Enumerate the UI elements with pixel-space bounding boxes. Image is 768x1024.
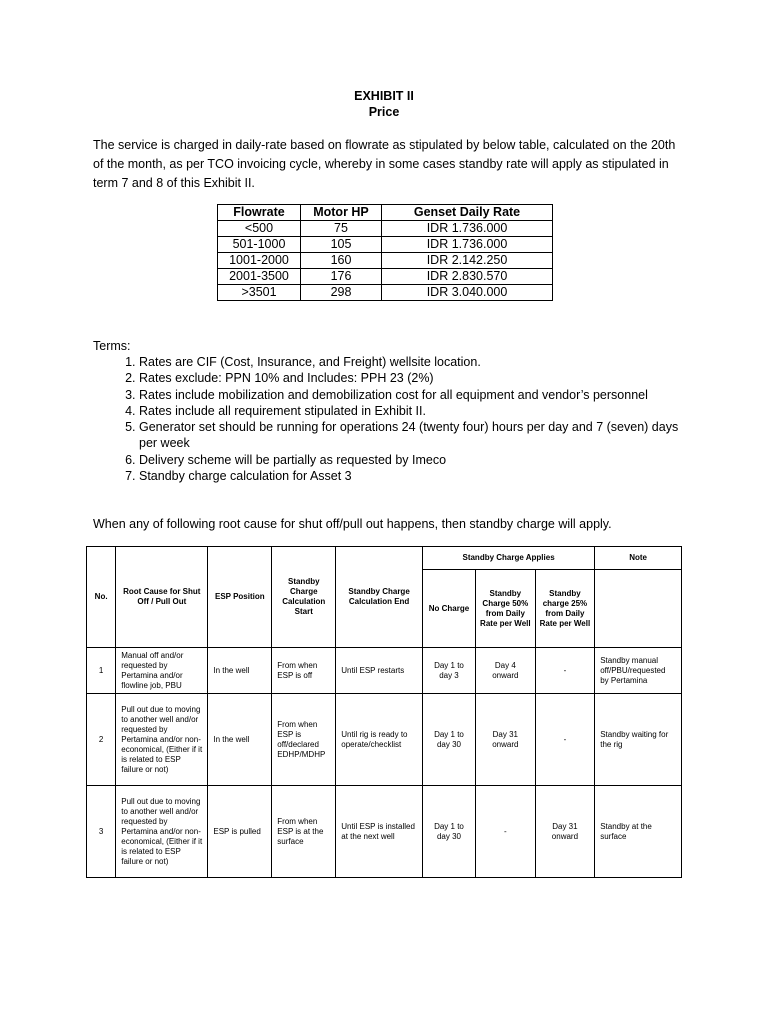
intro-paragraph: The service is charged in daily-rate based on flowrate as stipulated by below table, calculated on the 20th of the month, as per TCO invoicing cycle, whereby in some cases standby rate will apply as stipulated in term 7 and 8 of this Exhibit II. [93,138,676,190]
row-number: 3 [87,786,116,878]
term-item: 6. Delivery scheme will be partially as requested by Imeco [139,452,683,468]
calc-start-cell: From when ESP is off [272,648,336,694]
term-item: 4. Rates include all requirement stipulated in Exhibit II. [139,403,683,419]
term-item: 3. Rates include mobilization and demobilization cost for all equipment and vendor’s personnel [139,387,683,403]
standby-header-calc-start: Standby Charge Calculation Start [272,547,336,648]
standby-header-no-charge: No Charge [422,570,475,648]
table-row [218,237,553,253]
standby-table [86,546,682,878]
motor-hp-cell: 105 [301,237,382,253]
table-row [87,648,682,694]
rate-table [217,204,553,301]
motor-hp-cell: 160 [301,253,382,269]
exhibit-subheading: Price [368,105,400,119]
charge-25-cell: Day 31 onward [535,786,595,878]
row-number: 1 [87,648,116,694]
calc-start-cell: From when ESP is at the surface [272,786,336,878]
rate-header-motor-hp: Motor HP [301,205,382,221]
rate-table-header-row [218,205,553,221]
table-row [218,285,553,301]
esp-position-cell: ESP is pulled [208,786,272,878]
flowrate-cell: 1001-2000 [218,253,301,269]
standby-header-no: No. [87,547,116,648]
standby-header-charge-50: Standby Charge 50% from Daily Rate per Well [476,570,536,648]
flowrate-cell: 2001-3500 [218,269,301,285]
term-item: 7. Standby charge calculation for Asset 3 [139,468,683,484]
daily-rate-cell: IDR 1.736.000 [382,221,553,237]
calc-start-cell: From when ESP is off/declared EDHP/MDHP [272,694,336,786]
daily-rate-cell: IDR 2.142.250 [382,253,553,269]
standby-header-note: Note [595,547,682,570]
table-row [218,253,553,269]
motor-hp-cell: 176 [301,269,382,285]
calc-end-cell: Until ESP is installed at the next well [336,786,423,878]
calc-end-cell: Until ESP restarts [336,648,423,694]
root-cause-cell: Pull out due to moving to another well and/or requested by Pertamina and/or non-economical, (Either if it is related to ESP failure or not) [116,786,208,878]
motor-hp-cell: 75 [301,221,382,237]
row-number: 2 [87,694,116,786]
flowrate-cell: >3501 [218,285,301,301]
charge-50-cell: Day 4 onward [476,648,536,694]
rate-header-flowrate: Flowrate [218,205,301,221]
charge-50-cell: Day 31 onward [476,694,536,786]
daily-rate-cell: IDR 2.830.570 [382,269,553,285]
esp-position-cell: In the well [208,648,272,694]
table-row [218,269,553,285]
note-cell: Standby waiting for the rig [595,694,682,786]
table-row [87,694,682,786]
term-item: 5. Generator set should be running for operations 24 (twenty four) hours per day and 7 (seven) days per week [139,419,683,452]
no-charge-cell: Day 1 to day 30 [422,694,475,786]
motor-hp-cell: 298 [301,285,382,301]
root-cause-cell: Pull out due to moving to another well and/or requested by Pertamina and/or non-economical, (Either if it is related to ESP failure or not) [116,694,208,786]
terms-list [93,354,683,484]
charge-50-cell: - [476,786,536,878]
charge-25-cell: - [535,648,595,694]
standby-header-root-cause: Root Cause for Shut Off / Pull Out [116,547,208,648]
standby-header-note-blank [595,570,682,648]
daily-rate-cell: IDR 1.736.000 [382,237,553,253]
terms-label: Terms: [93,339,131,353]
note-cell: Standby manual off/PBU/requested by Pertamina [595,648,682,694]
daily-rate-cell: IDR 3.040.000 [382,285,553,301]
standby-intro: When any of following root cause for shut off/pull out happens, then standby charge will apply. [93,517,612,531]
term-item: 2. Rates exclude: PPN 10% and Includes: PPH 23 (2%) [139,370,683,386]
flowrate-cell: <500 [218,221,301,237]
table-row [87,786,682,878]
standby-header-calc-end: Standby Charge Calculation End [336,547,423,648]
standby-header-esp-position: ESP Position [208,547,272,648]
exhibit-title [0,88,768,120]
no-charge-cell: Day 1 to day 30 [422,786,475,878]
calc-end-cell: Until rig is ready to operate/checklist [336,694,423,786]
note-cell: Standby at the surface [595,786,682,878]
charge-25-cell: - [535,694,595,786]
standby-header-row [87,547,682,570]
root-cause-cell: Manual off and/or requested by Pertamina and/or flowline job, PBU [116,648,208,694]
standby-header-applies: Standby Charge Applies [422,547,594,570]
exhibit-heading: EXHIBIT II [354,89,414,103]
no-charge-cell: Day 1 to day 3 [422,648,475,694]
term-item: 1. Rates are CIF (Cost, Insurance, and Freight) wellsite location. [139,354,683,370]
table-row [218,221,553,237]
esp-position-cell: In the well [208,694,272,786]
flowrate-cell: 501-1000 [218,237,301,253]
rate-header-genset-daily-rate: Genset Daily Rate [382,205,553,221]
standby-header-charge-25: Standby charge 25% from Daily Rate per Well [535,570,595,648]
